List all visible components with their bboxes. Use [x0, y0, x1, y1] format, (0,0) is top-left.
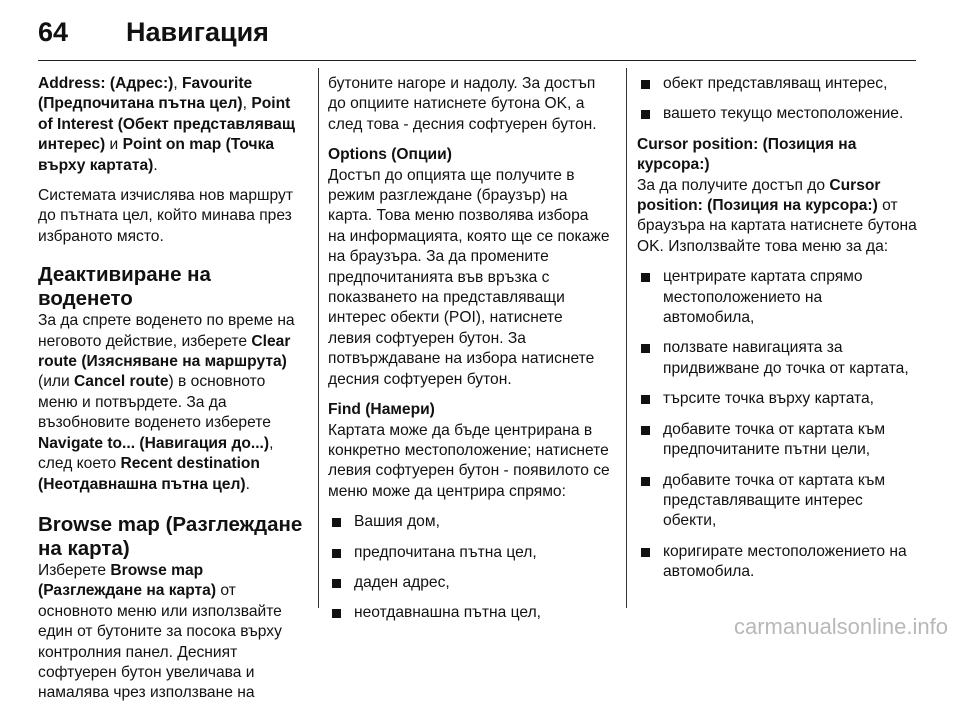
cursor-bullet-list	[637, 267, 917, 582]
list-item-text: коригирате местоположението на автомобила.	[663, 542, 907, 581]
find-bullet-list	[328, 512, 610, 624]
list-item	[328, 512, 610, 532]
page-number: 64	[38, 16, 69, 47]
list-item-text: търсите точка върху картата,	[663, 390, 875, 408]
subheading-cursor-position: Cursor position: (Позиция на курсора:)	[637, 135, 857, 174]
bullet-square-icon	[332, 518, 341, 527]
subheading-find: Find (Намери)	[328, 401, 435, 419]
find-paragraph: Картата може да бъде центрирана в конкретно местоположение; натиснете левия софтуерен бутон - появилото се меню може да центрира спрямо:	[328, 421, 610, 500]
column-divider	[626, 68, 627, 608]
list-item	[637, 471, 917, 532]
text: и	[105, 136, 123, 154]
column-right	[637, 74, 917, 593]
list-item-text: обект представляващ интерес,	[663, 75, 888, 92]
body-paragraph: бутоните нагоре и надолу. За достъп до опциите натиснете бутона OK, а след това - десния софтуерен бутон.	[328, 75, 597, 133]
browse-map-paragraph	[38, 561, 304, 704]
term-point-on-map: Point on map (Точка върху картата)	[38, 136, 275, 174]
term-clear-route: Clear route (Изясняване на маршрута)	[38, 332, 291, 371]
term-cursor-position: Cursor position: (Позиция на курсора:)	[637, 176, 881, 215]
list-item-text: ползвате навигацията за придвижване до точка от картата,	[663, 339, 909, 377]
list-item-text: даден адрес,	[354, 573, 450, 591]
bullet-square-icon	[641, 426, 650, 435]
bullet-square-icon	[641, 477, 650, 486]
bullet-square-icon	[641, 344, 650, 353]
watermark: carmanualsonline.info	[733, 614, 948, 639]
options-paragraph: Достъп до опцията ще получите в режим разглеждане (браузър) на карта. Това меню позволява избора на информацията, която ще се покаже на браузъра. За да промените предпочитанията във връзка с показването на представляващи интерес обекти (POI), натиснете левия софтуерен бутон. За потвърждаване на избора натиснете десния софтуерен бутон.	[328, 166, 610, 388]
term-navigate-to: Navigate to... (Навигация до...)	[38, 434, 270, 452]
term-recent-destination: Recent destination (Неотдавнашна пътна цел)	[38, 455, 260, 493]
text: ,	[242, 95, 252, 113]
term-address: Address: (Адрес:)	[38, 75, 174, 92]
list-item-text: неотдавнашна пътна цел,	[354, 604, 541, 622]
find-bullet-list-continued	[637, 74, 917, 125]
deactivate-paragraph	[38, 311, 304, 495]
list-item	[637, 74, 917, 94]
page-title: Навигация	[126, 16, 269, 47]
cursor-position-paragraph	[637, 176, 917, 258]
bullet-square-icon	[332, 579, 341, 588]
term-favourite: Favourite (Предпочитана пътна цел)	[38, 75, 253, 113]
subheading-options: Options (Опции)	[328, 146, 452, 164]
list-item	[637, 542, 917, 583]
bullet-square-icon	[332, 609, 341, 618]
bullet-square-icon	[641, 395, 650, 404]
list-item	[637, 338, 917, 379]
list-item	[328, 573, 610, 593]
list-item-text: центрирате картата спрямо местоположението на автомобила,	[663, 268, 863, 327]
header-rule	[38, 60, 916, 61]
text: За да получите достъп до	[637, 176, 830, 194]
term-point-of-interest: Point of Interest (Обект представляващ интерес)	[38, 95, 295, 154]
list-item	[328, 543, 610, 563]
term-browse-map: Browse map (Разглеждане на карта)	[38, 561, 217, 600]
section-heading-browse-map: Browse map (Разглеждане на карта)	[38, 512, 303, 560]
body-paragraph: Системата изчислява нов маршрут до пътната цел, който минава през избраното място.	[38, 187, 293, 245]
text: ,	[173, 75, 182, 92]
bullet-square-icon	[641, 110, 650, 119]
list-item	[637, 420, 917, 461]
list-item	[637, 267, 917, 328]
text: Изберете	[38, 561, 111, 579]
list-item	[637, 104, 917, 124]
list-item-text: добавите точка от картата към представляващите интерес обекти,	[663, 471, 886, 530]
list-item	[637, 389, 917, 409]
list-item-text: предпочитана пътна цел,	[354, 543, 537, 561]
text: (или	[38, 373, 75, 391]
column-middle	[328, 74, 610, 634]
list-item-text: вашето текущо местоположение.	[663, 105, 904, 123]
column-divider	[318, 68, 319, 608]
text: ) в основното меню и потвърдете. За да възобновите воденето изберете	[38, 373, 271, 432]
term-cancel-route: Cancel route	[74, 373, 169, 391]
text: , след което	[38, 434, 274, 473]
list-item-text: Вашия дом,	[354, 513, 440, 531]
text: от браузъра на картата натиснете бутона OK. Използвайте това меню за да:	[637, 197, 917, 255]
list-item-text: добавите точка от картата към предпочитаните пътни цели,	[663, 420, 886, 459]
list-item	[328, 603, 610, 623]
bullet-square-icon	[641, 80, 650, 89]
bullet-square-icon	[641, 273, 650, 282]
text: от основното меню или използвайте един от бутоните за посока върху контролния панел. Десният софтуерен бутон увеличава и намалява чрез използване на	[38, 582, 282, 702]
column-left	[38, 74, 304, 714]
bullet-square-icon	[332, 549, 341, 558]
section-heading-deactivate: Деактивиране на воденето	[38, 263, 211, 311]
text: .	[245, 475, 250, 493]
menu-options-paragraph	[38, 74, 304, 176]
bullet-square-icon	[641, 548, 650, 557]
page-header	[38, 12, 269, 52]
text: .	[153, 156, 158, 174]
text: За да спрете воденето по време на неговото действие, изберете	[38, 312, 295, 350]
